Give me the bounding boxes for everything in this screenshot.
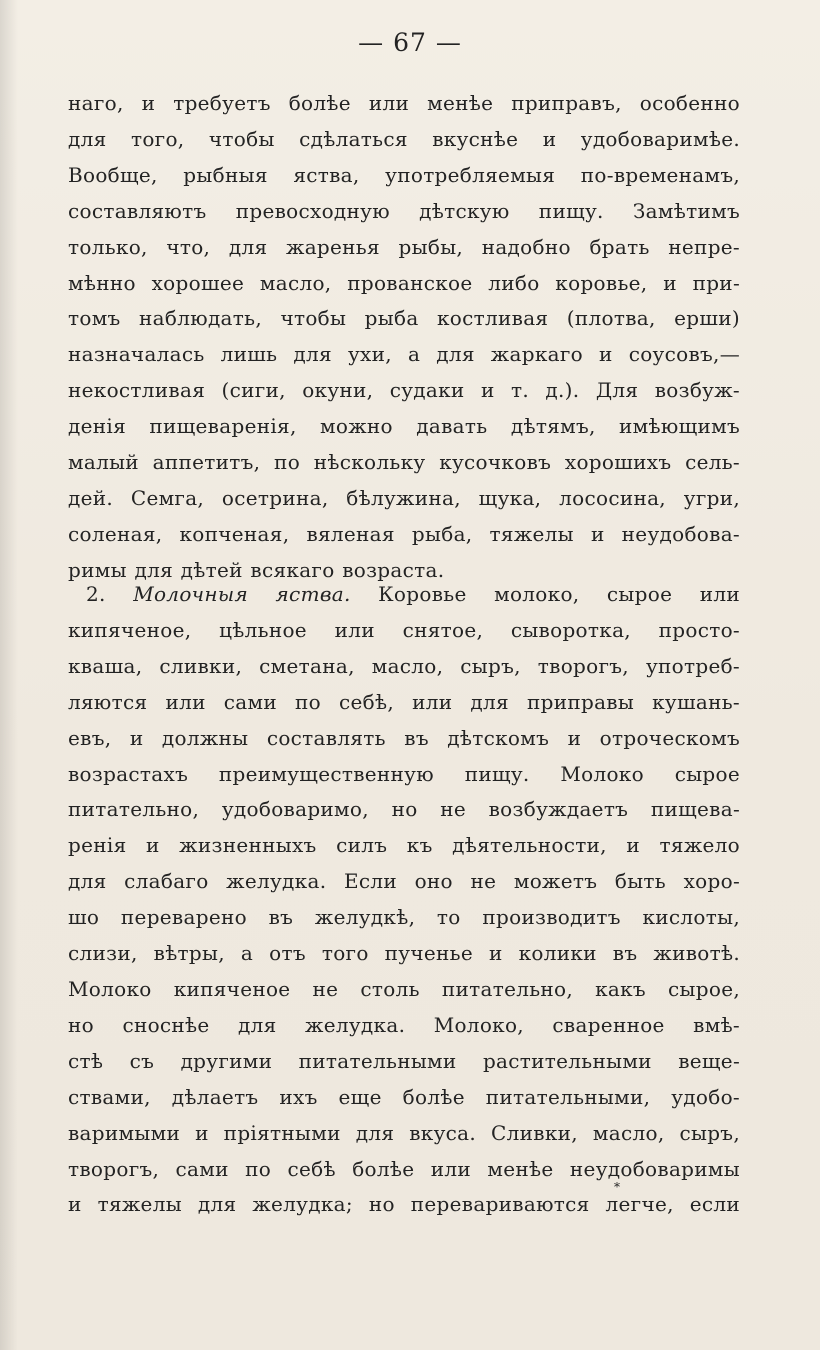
paragraph-fish-dishes xyxy=(68,86,740,589)
text-line: ствами, дѣлаетъ ихъ еще болѣе питательными, удобо- xyxy=(68,1084,740,1109)
text-line: ренія и жизненныхъ силъ къ дѣятельности, и тяжело xyxy=(68,833,740,858)
text-line: но сноснѣе для желудка. Молоко, сваренное вмѣ- xyxy=(68,1012,740,1037)
text-line: малый аппетитъ, по нѣскольку кусочковъ хорошихъ сель- xyxy=(68,450,740,475)
text-line: Молоко кипяченое не столь питательно, какъ сырое, xyxy=(68,976,740,1001)
text-line: шо переварено въ желудкѣ, то производитъ кислоты, xyxy=(68,905,740,930)
paragraph-milk-dishes xyxy=(68,577,740,1223)
text-line: составляютъ превосходную дѣтскую пищу. Замѣтимъ xyxy=(68,198,740,223)
text-line: томъ наблюдать, чтобы рыба костливая (плотва, ерши) xyxy=(68,306,740,331)
section-first-line xyxy=(68,577,740,613)
section-first-line-text: Коровье молоко, сырое или xyxy=(378,582,740,606)
section-number: 2. xyxy=(86,582,106,606)
text-line: только, что, для жаренья рыбы, надобно брать непре- xyxy=(68,234,740,259)
text-line: и тяжелы для желудка; но перевариваются легче, если xyxy=(68,1192,740,1217)
text-line: возрастахъ преимущественную пищу. Молоко сырое xyxy=(68,761,740,786)
text-line: питательно, удобоваримо, но не возбуждаетъ пищева- xyxy=(68,797,740,822)
text-line: для того, чтобы сдѣлаться вкуснѣе и удобоваримѣе. xyxy=(68,126,740,151)
text-line: стѣ съ другими питательными растительными веще- xyxy=(68,1048,740,1073)
signature-mark: * xyxy=(614,1180,620,1194)
text-line: творогъ, сами по себѣ болѣе или менѣе неудобоваримы xyxy=(68,1156,740,1181)
text-line: дей. Семга, осетрина, бѣлужина, щука, лососина, угри, xyxy=(68,485,740,510)
text-line: некостливая (сиги, окуни, судаки и т. д.). Для возбуж- xyxy=(68,378,740,403)
text-line: варимыми и пріятными для вкуса. Сливки, масло, сыръ, xyxy=(68,1120,740,1145)
text-line: римы для дѣтей всякаго возраста. xyxy=(68,557,445,582)
text-line: евъ, и должны составлять въ дѣтскомъ и отроческомъ xyxy=(68,725,740,750)
text-line: кипяченое, цѣльное или снятое, сыворотка, просто- xyxy=(68,617,740,642)
text-line: ляются или сами по себѣ, или для приправы кушань- xyxy=(68,689,740,714)
text-line: мѣнно хорошее масло, прованское либо коровье, и при- xyxy=(68,270,740,295)
text-line: денія пищеваренія, можно давать дѣтямъ, имѣющимъ xyxy=(68,414,740,439)
text-line: кваша, сливки, сметана, масло, сыръ, творогъ, употреб- xyxy=(68,653,740,678)
page-number: — 67 — xyxy=(358,28,462,57)
text-line: соленая, копченая, вяленая рыба, тяжелы и неудобова- xyxy=(68,521,740,546)
text-line: наго, и требуетъ болѣе или менѣе приправъ, особенно xyxy=(68,91,740,115)
text-line: Вообще, рыбныя яства, употребляемыя по-временамъ, xyxy=(68,162,740,187)
text-line: слизи, вѣтры, а отъ того пученье и колики въ животѣ. xyxy=(68,941,740,966)
text-line: для слабаго желудка. Если оно не можетъ быть хоро- xyxy=(68,869,740,894)
text-line: назначалась лишь для ухи, а для жаркаго и соусовъ,— xyxy=(68,342,740,367)
section-heading: Молочныя яства. xyxy=(133,582,351,606)
